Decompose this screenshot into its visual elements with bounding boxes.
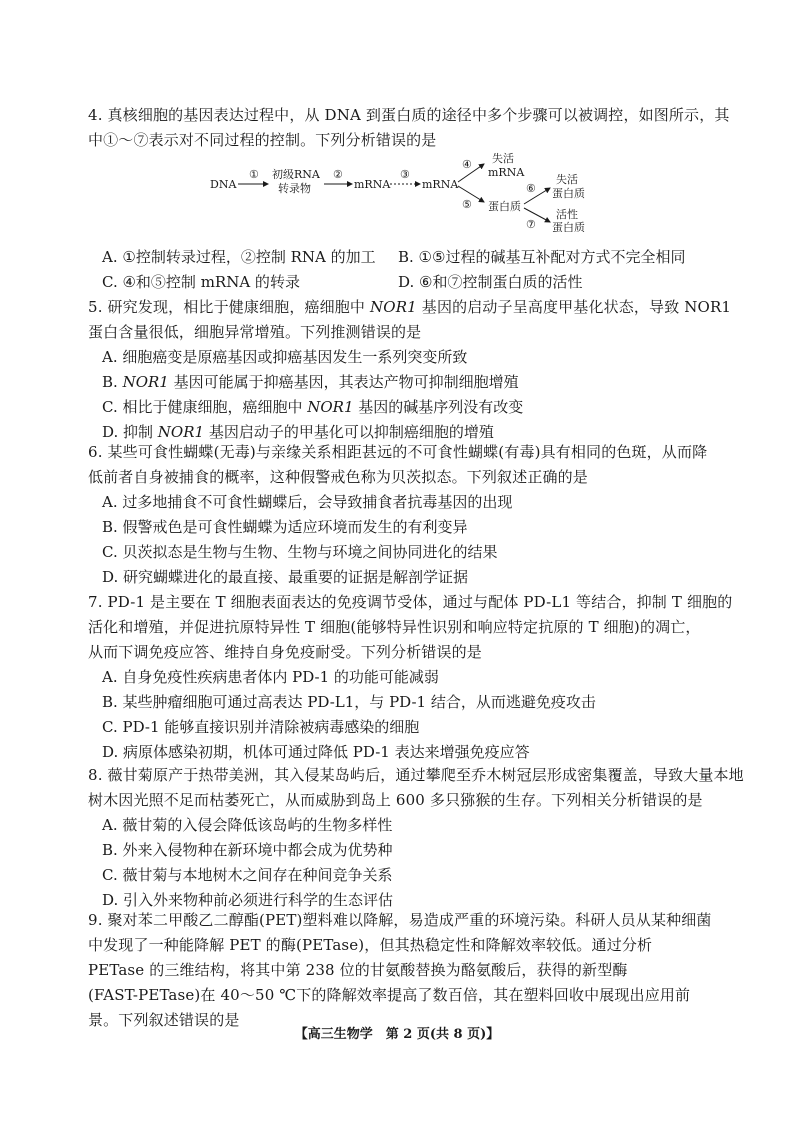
stem-text: 5. 研究发现，相比于健康细胞，癌细胞中 [88, 298, 370, 316]
option-a[interactable]: A. 过多地捕食不可食性蝴蝶后，会导致捕食者抗毒基因的出现 [102, 493, 513, 511]
option-text: 基因的碱基序列没有改变 [353, 398, 524, 416]
option-c[interactable]: C. PD-1 能够直接识别并清除被病毒感染的细胞 [102, 718, 420, 736]
option-c[interactable]: C. ④和⑤控制 mRNA 的转录 [102, 273, 300, 291]
question-9-stem-line-5: 景。下列叙述错误的是 [88, 1011, 240, 1029]
option-a[interactable]: A. 细胞癌变是原癌基因或抑癌基因发生一系列突变所致 [102, 348, 468, 366]
option-text: B. [102, 373, 123, 391]
question-4-stem-line-2: 中①～⑦表示对不同过程的控制。下列分析错误的是 [88, 131, 437, 149]
question-5 [88, 295, 732, 445]
active-protein-label-2: 蛋白质 [552, 221, 585, 232]
stem-text: 基因的启动子呈高度甲基化状态，导致 NOR1 [416, 298, 732, 316]
question-8-stem-line-1: 8. 薇甘菊原产于热带美洲，其入侵某岛屿后，通过攀爬至乔木树冠层形成密集覆盖，导致大量本地 [88, 766, 744, 784]
option-b[interactable] [88, 370, 708, 395]
question-7-stem-line-1: 7. PD-1 是主要在 T 细胞表面表达的免疫调节受体，通过与配体 PD-L1 等结合，抑制 T 细胞的 [88, 593, 733, 611]
gene-expression-diagram [200, 150, 620, 232]
question-9-stem-line-3: PETase 的三维结构，将其中第 238 位的甘氨酸替换为酪氨酸后，获得的新型酶 [88, 961, 628, 979]
step-2-label: ② [333, 168, 343, 181]
option-text: 基因启动子的甲基化可以抑制癌细胞的增殖 [204, 423, 494, 441]
diagram-dna-label: DNA [210, 178, 237, 191]
primary-rna-label-2: 转录物 [278, 182, 311, 195]
question-7-stem-line-2: 活化和增殖，并促进抗原特异性 T 细胞(能够特异性识别和响应特定抗原的 T 细胞)的凋亡， [88, 618, 701, 636]
option-text: D. 抑制 [102, 423, 158, 441]
inactive-protein-label-1: 失活 [556, 173, 578, 186]
question-9 [88, 908, 712, 1033]
mrna-label-1: mRNA [354, 178, 391, 191]
option-a[interactable]: A. 自身免疫性疾病患者体内 PD-1 的功能可能减弱 [102, 668, 439, 686]
option-b[interactable]: B. 假警戒色是可食性蝴蝶为适应环境而发生的有利变异 [102, 518, 468, 536]
option-b[interactable]: B. 外来入侵物种在新环境中都会成为优势种 [102, 841, 393, 859]
step-6-label: ⑥ [526, 182, 536, 195]
gene-name: NOR1 [157, 423, 205, 441]
step-3-label: ③ [400, 168, 410, 181]
question-5-stem-line-1 [88, 295, 732, 320]
question-9-stem-line-1: 9. 聚对苯二甲酸乙二醇酯(PET)塑料难以降解，易造成严重的环境污染。科研人员从某种细菌 [88, 911, 712, 929]
question-7 [88, 590, 733, 765]
mrna-label-2: mRNA [422, 178, 459, 191]
option-text: 基因可能属于抑癌基因，其表达产物可抑制细胞增殖 [168, 373, 519, 391]
option-c[interactable]: C. 贝茨拟态是生物与生物、生物与环境之间协同进化的结果 [102, 543, 498, 561]
option-c[interactable] [88, 395, 708, 420]
gene-name: NOR1 [370, 298, 417, 316]
active-protein-label-1: 活性 [556, 208, 578, 221]
step-4-label: ④ [462, 158, 472, 171]
option-row [88, 245, 708, 270]
option-row [88, 270, 708, 295]
question-9-stem-line-2: 中发现了一种能降解 PET 的酶(PETase)，但其热稳定性和降解效率较低。通过分析 [88, 936, 653, 954]
option-d[interactable]: D. 引入外来物种前必须进行科学的生态评估 [102, 891, 394, 909]
option-text: C. 相比于健康细胞，癌细胞中 [102, 398, 308, 416]
option-d[interactable]: D. ⑥和⑦控制蛋白质的活性 [398, 273, 583, 291]
step-5-label: ⑤ [462, 198, 472, 211]
question-5-stem-line-2: 蛋白含量很低，细胞异常增殖。下列推测错误的是 [88, 323, 422, 341]
question-4-options [88, 245, 708, 295]
inactive-mrna-label-2: mRNA [488, 166, 525, 179]
option-b[interactable]: B. 某些肿瘤细胞可通过高表达 PD-L1，与 PD-1 结合，从而逃避免疫攻击 [102, 693, 596, 711]
question-8-stem-line-2: 树木因光照不足而枯萎死亡，从而威胁到岛上 600 多只猕猴的生存。下列相关分析错误的是 [88, 791, 703, 809]
primary-rna-label-1: 初级RNA [272, 168, 320, 181]
option-d[interactable]: D. 病原体感染初期，机体可通过降低 PD-1 表达来增强免疫应答 [102, 743, 530, 761]
step-1-label: ① [249, 168, 259, 181]
question-4 [88, 103, 730, 153]
question-6-stem-line-1: 6. 某些可食性蝴蝶(无毒)与亲缘关系相距甚远的不可食性蝴蝶(有毒)具有相同的色斑，从而降 [88, 443, 708, 461]
question-9-stem-line-4: (FAST-PETase)在 40～50 ℃下的降解效率提高了数百倍，其在塑料回收中展现出应用前 [88, 986, 691, 1004]
option-a[interactable]: A. 薇甘菊的入侵会降低该岛屿的生物多样性 [102, 816, 393, 834]
inactive-mrna-label-1: 失活 [492, 152, 514, 165]
option-d[interactable]: D. 研究蝴蝶进化的最直接、最重要的证据是解剖学证据 [102, 568, 469, 586]
gene-name: NOR1 [307, 398, 354, 416]
option-a[interactable]: A. ①控制转录过程，②控制 RNA 的加工 [102, 248, 376, 266]
step-7-label: ⑦ [526, 218, 536, 231]
question-6-stem-line-2: 低前者自身被捕食的概率，这种假警戒色称为贝茨拟态。下列叙述正确的是 [88, 468, 588, 486]
gene-name: NOR1 [122, 373, 169, 391]
option-c[interactable]: C. 薇甘菊与本地树木之间存在种间竞争关系 [102, 866, 393, 884]
option-b[interactable]: B. ①⑤过程的碱基互补配对方式不完全相同 [398, 248, 686, 266]
question-7-stem-line-3: 从而下调免疫应答、维持自身免疫耐受。下列分析错误的是 [88, 643, 482, 661]
question-6 [88, 440, 708, 590]
page-footer: 【高三生物学 第 2 页(共 8 页)】 [294, 1027, 500, 1042]
protein-label: 蛋白质 [488, 200, 521, 213]
inactive-protein-label-2: 蛋白质 [552, 187, 585, 200]
question-8 [88, 763, 744, 913]
question-4-stem-line-1: 4. 真核细胞的基因表达过程中，从 DNA 到蛋白质的途径中多个步骤可以被调控，如图所示，其 [88, 106, 730, 124]
